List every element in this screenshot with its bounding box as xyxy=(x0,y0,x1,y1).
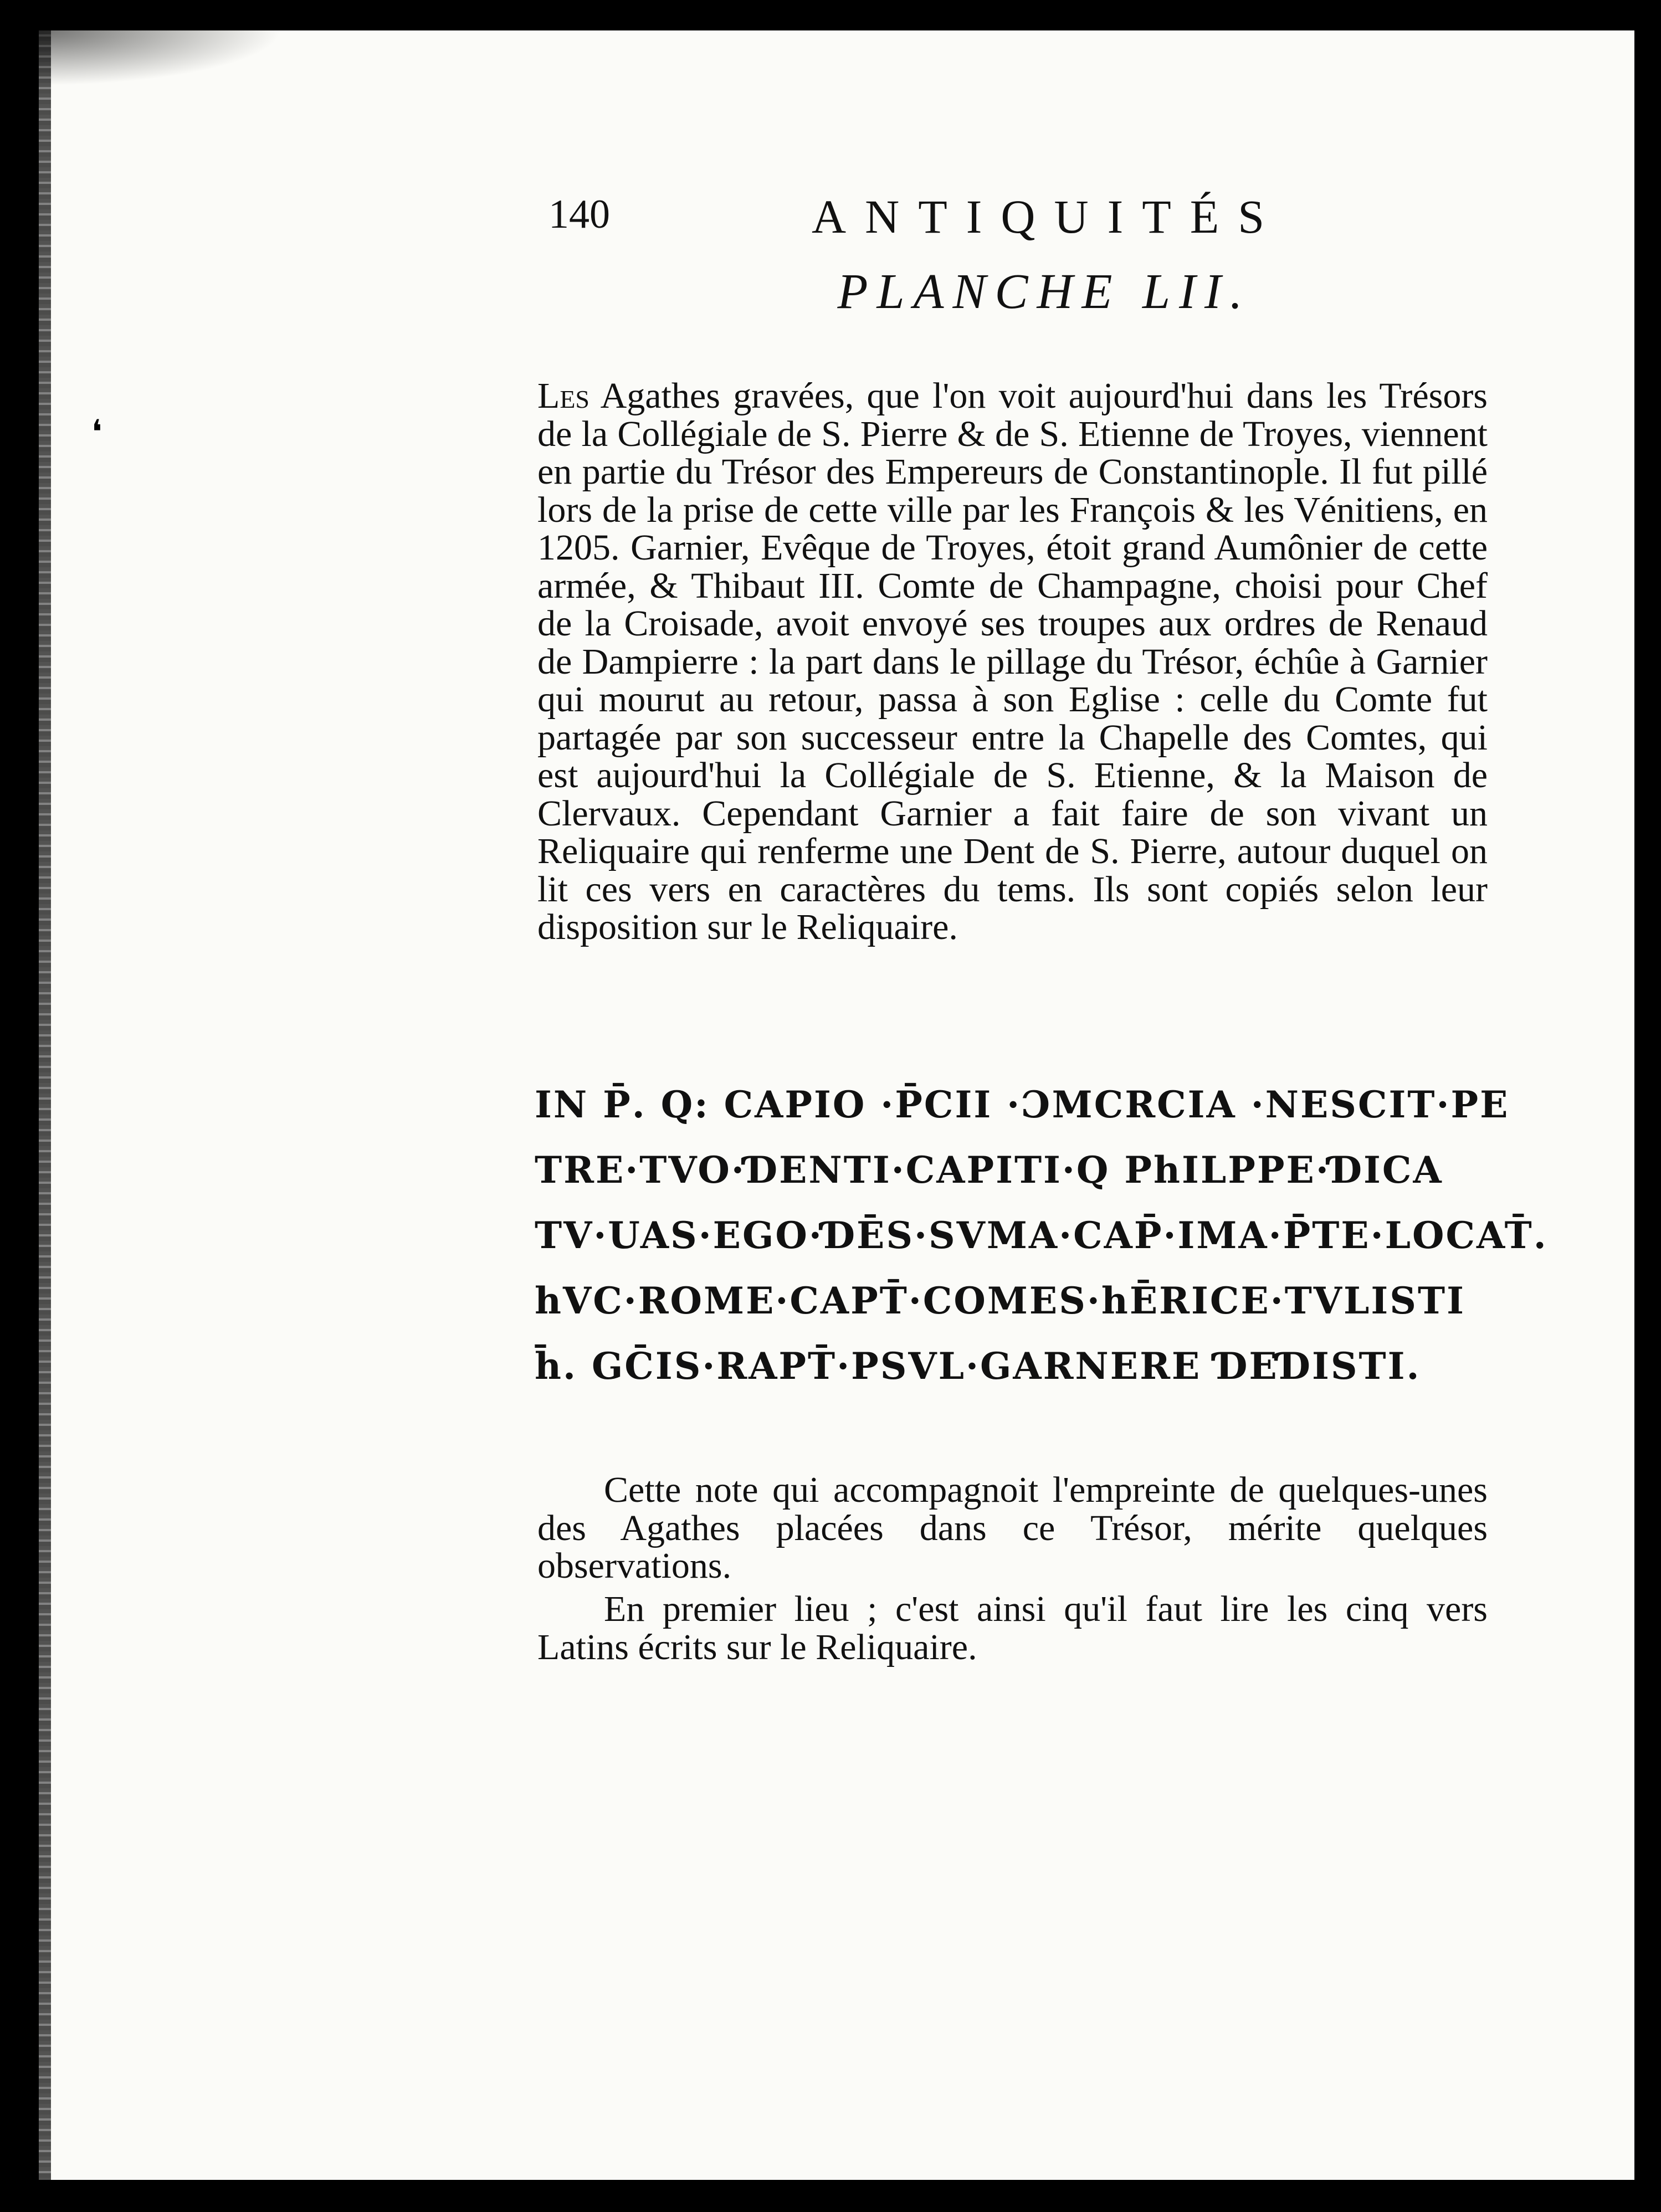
inscription-line-1: IN P̄. Q: CAPIO ·P̄CII ·ƆMCRCIA ·NESCIT·PE xyxy=(535,1083,1510,1126)
body-text: Agathes gravées, que l'on voit aujourd'hui dans les Trésors de la Collégiale de S. Pierre & de S. Etienne de Troyes, viennent en partie du Trésor des Empereurs de Constantinople. Il fut pillé lors de la prise de cette ville par les François & les Vénitiens, en 1205. Garnier, Evêque de Troyes, étoit grand Aumônier de cette armée, & Thibaut III. Comte de Champagne, choisi pour Chef de la Croisade, avoit envoyé ses troupes aux ordres de Renaud de Dampierre : la part dans le pillage du Trésor, échûe à Garnier qui mourut au retour, passa à son Eglise : celle du Comte fut partagée par son successeur entre la Chapelle des Comtes, qui est aujourd'hui la Collégiale de S. Etienne, & la Maison de Clervaux. Cependant Garnier a fait faire de son vivant un Reliquaire qui renferme une Dent de S. Pierre, autour duquel on lit ces vers en caractères du tems. Ils sont copiés selon leur disposition sur le Reliquaire. xyxy=(537,376,1488,947)
inscription-line-4: hVC·ROME·CAPT̄·COMES·hĒRICE·TVLISTI xyxy=(535,1279,1465,1322)
plate-title: PLANCHE LII. xyxy=(837,264,1252,319)
running-head: ANTIQUITÉS xyxy=(812,190,1284,243)
margin-mark: ❛ xyxy=(91,413,102,451)
page-sheet xyxy=(39,30,1634,2180)
inscription-line-5: h̄. GC̄IS·RAPT̄·PSVL·GARNERE ƊEƊISTI. xyxy=(535,1344,1421,1388)
body-paragraph xyxy=(537,377,1488,947)
body-first-word: Les xyxy=(537,376,589,416)
final-paragraph: En premier lieu ; c'est ainsi qu'il faut lire les cinq vers Latins écrits sur le Reliquaire. xyxy=(537,1589,1488,1667)
note-paragraph: Cette note qui accompagnoit l'empreinte de quelques-unes des Agathes placées dans ce Trésor, mérite quelques observations. xyxy=(537,1470,1488,1586)
scan-edge-left xyxy=(39,30,51,2180)
inscription-block xyxy=(535,1072,1548,1399)
page-number: 140 xyxy=(548,192,610,237)
inscription-line-3: TV·UAS·EGO·ƊĒS·SVMA·CAP̄·IMA·P̄TE·LOCAT̄. xyxy=(535,1214,1548,1257)
inscription-line-2: TRE·TVO·ƊENTI·CAPITI·Q PhILPPE·ƊICA xyxy=(535,1148,1443,1192)
scan-edge-top xyxy=(39,30,283,86)
